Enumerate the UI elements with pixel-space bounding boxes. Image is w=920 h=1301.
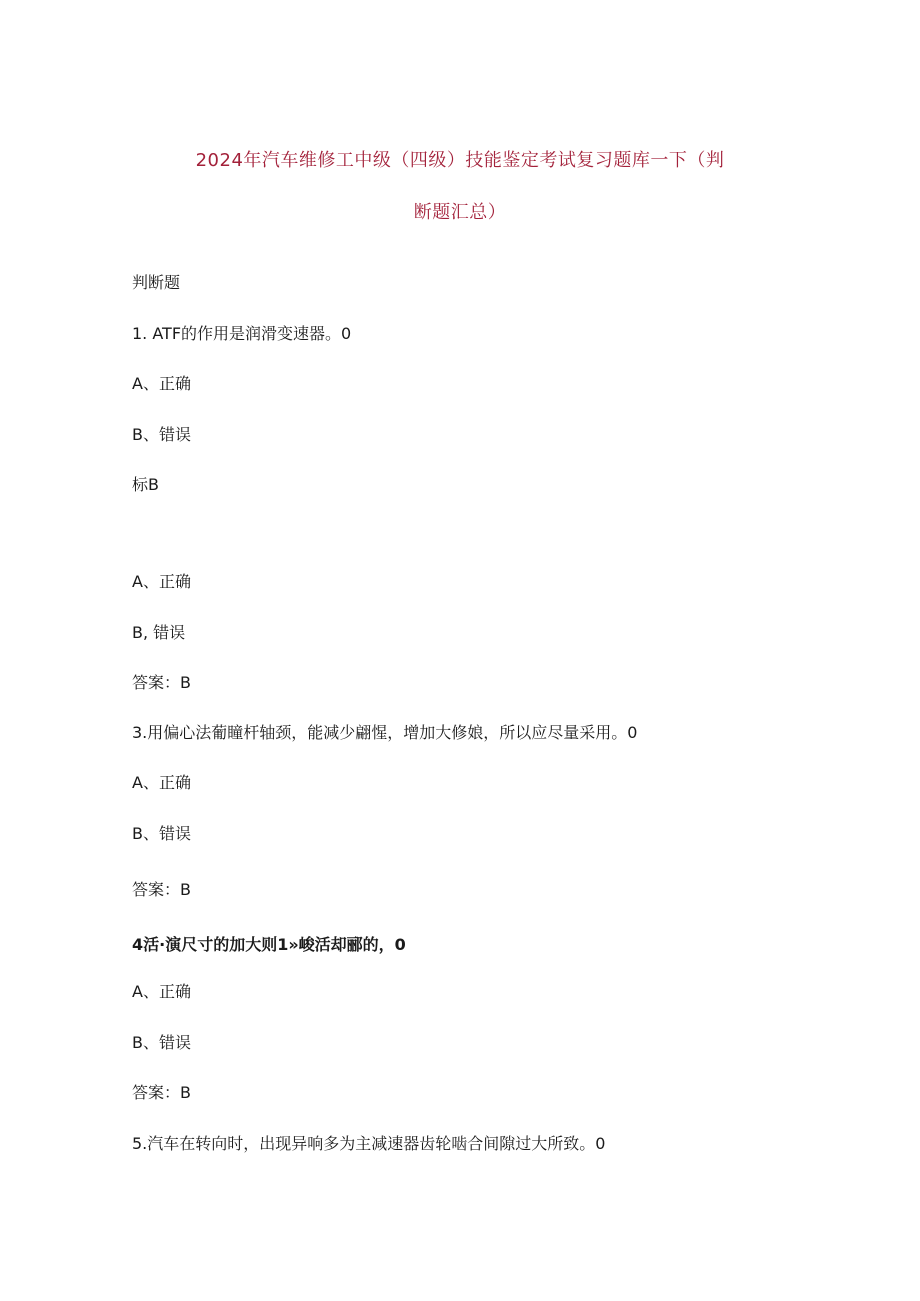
section-heading: 判断题 <box>132 273 181 292</box>
question-3-option-b: B、错误 <box>132 824 191 843</box>
question-3-text: 3.用偏心法葡瞳杆轴颈，能减少翩惺，增加大修娘，所以应尽量采用。0 <box>132 723 638 742</box>
question-1-option-b: B、错误 <box>132 425 191 444</box>
question-5-text: 5.汽车在转向时，出现异响多为主减速器齿轮啮合间隙过大所致。0 <box>132 1134 606 1153</box>
question-4-answer: 答案：B <box>132 1083 191 1102</box>
question-2-option-b: B, 错误 <box>132 623 186 642</box>
document-title-line-2: 断题汇总） <box>413 202 507 223</box>
question-1-option-a: A、正确 <box>132 374 191 393</box>
question-4-option-a: A、正确 <box>132 982 191 1001</box>
document-title-line-1: 2024年汽车维修工中级（四级）技能鉴定考试复习题库一下（判 <box>195 150 725 171</box>
question-1-text: 1. ATF的作用是润滑变速器。0 <box>132 324 352 343</box>
question-1-answer: 标B <box>132 475 159 494</box>
question-2-option-a: A、正确 <box>132 572 191 591</box>
question-3-option-a: A、正确 <box>132 773 191 792</box>
question-4-option-b: B、错误 <box>132 1033 191 1052</box>
question-3-answer: 答案：B <box>132 880 191 899</box>
question-2-answer: 答案：B <box>132 673 191 692</box>
question-4-text: 4活·演尺寸的加大则1»峻活却郦的，0 <box>132 935 406 954</box>
